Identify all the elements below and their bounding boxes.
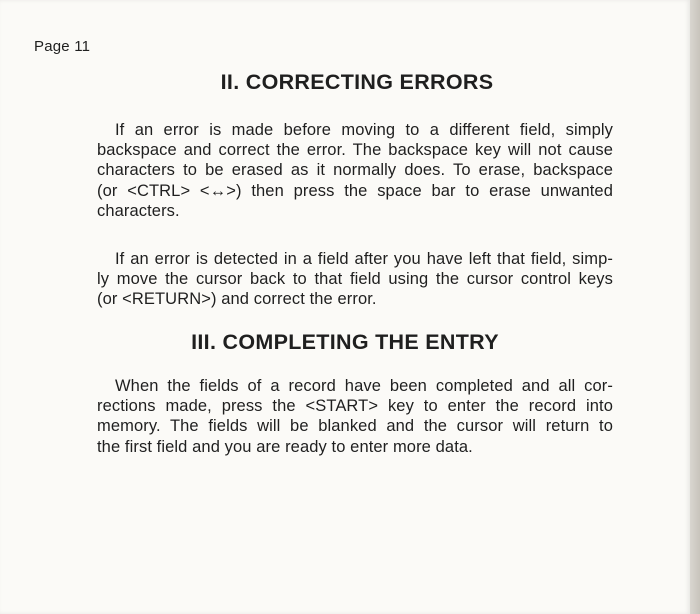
paragraph-line: the first field and you are ready to enter more data. bbox=[97, 437, 473, 456]
paragraph-line: memory. The fields will be blanked and the cursor will return to bbox=[97, 417, 613, 436]
paragraph-line: characters. bbox=[97, 201, 180, 220]
paragraph-line: characters to be erased as it normally does. To erase, backspace bbox=[97, 161, 613, 180]
paragraph-correcting-errors-2 bbox=[97, 249, 613, 310]
paragraph-line: If an error is detected in a field after you have left that field, simp- bbox=[115, 250, 613, 268]
paragraph-line: rections made, press the <START> key to enter the record into bbox=[97, 397, 613, 416]
paragraph-line: (or <RETURN>) and correct the error. bbox=[97, 290, 377, 309]
page-number: Page 11 bbox=[34, 38, 91, 55]
section-heading-completing-entry: III. COMPLETING THE ENTRY bbox=[191, 330, 499, 354]
paragraph-line: If an error is made before moving to a different field, simply bbox=[115, 121, 613, 139]
paragraph-line: ly move the cursor back to that field using the cursor control keys bbox=[97, 270, 613, 289]
page-edge bbox=[690, 0, 700, 614]
paragraph-line: (or <CTRL> <↔>) then press the space bar to erase unwanted bbox=[97, 181, 613, 200]
paragraph-line: When the fields of a record have been completed and all cor- bbox=[115, 377, 613, 395]
section-heading-correcting-errors: II. CORRECTING ERRORS bbox=[220, 70, 494, 94]
paragraph-correcting-errors-1 bbox=[97, 120, 613, 221]
paragraph-completing-entry bbox=[97, 376, 613, 457]
paragraph-line: backspace and correct the error. The backspace key will not cause bbox=[97, 141, 613, 160]
